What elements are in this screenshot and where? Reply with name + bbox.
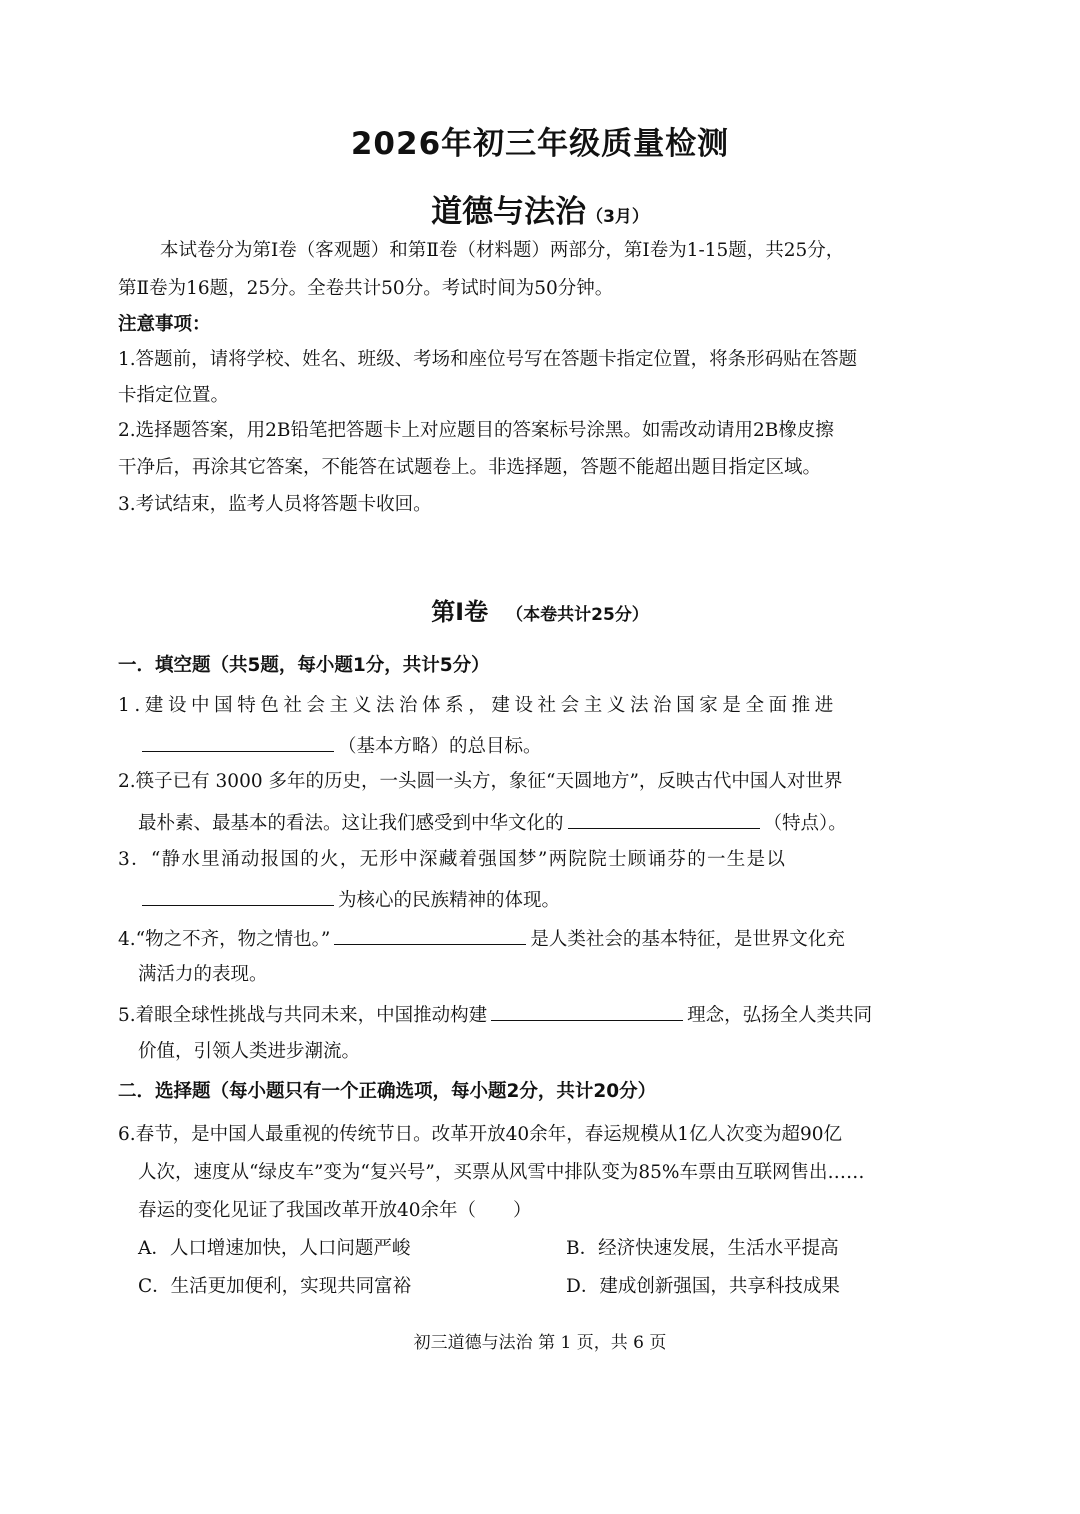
exam-title: 2026年初三年级质量检测: [350, 126, 730, 162]
q1-line-2: （基本方略）的总目标。: [138, 733, 542, 758]
notice-item-2-line-1: 2.选择题答案，用2B铅笔把答题卡上对应题目的答案标号涂黑。如需改动请用2B橡皮擦: [118, 420, 834, 441]
q2-line-1: 2.筷子已有 3000 多年的历史，一头圆一头方，象征“天圆地方”，反映古代中国人对世界: [118, 771, 843, 792]
section2-heading: 二．选择题（每小题只有一个正确选项，每小题2分，共计20分）: [118, 1081, 657, 1102]
notice-item-2-line-2: 干净后，再涂其它答案，不能答在试题卷上。非选择题，答题不能超出题目指定区域。: [118, 457, 822, 478]
q3-line-1: 3．“静水里涌动报国的火，无形中深藏着强国梦”两院院士顾诵芬的一生是以: [118, 849, 787, 870]
part1-note: （本卷共计25分）: [506, 605, 649, 625]
q2-line-2: 最朴素、最基本的看法。这让我们感受到中华文化的 （特点）。: [138, 810, 847, 835]
answer-blank[interactable]: [334, 926, 526, 945]
intro-line-1: 本试卷分为第Ⅰ卷（客观题）和第Ⅱ卷（材料题）两部分，第Ⅰ卷为1-15题，共25分，: [160, 240, 845, 261]
subject-note: （3月）: [586, 207, 649, 227]
q6-option-d[interactable]: D．建成创新强国，共享科技成果: [566, 1276, 840, 1297]
answer-blank[interactable]: [142, 733, 334, 752]
page-footer: 初三道德与法治 第 1 页，共 6 页: [413, 1333, 667, 1353]
q5-line-1: 5.着眼全球性挑战与共同未来，中国推动构建 理念，弘扬全人类共同: [118, 1002, 872, 1027]
notice-item-1-line-1: 1.答题前，请将学校、姓名、班级、考场和座位号写在答题卡指定位置，将条形码贴在答题: [118, 349, 858, 370]
q6-option-c[interactable]: C．生活更加便利，实现共同富裕: [138, 1276, 412, 1297]
q6-option-b[interactable]: B．经济快速发展，生活水平提高: [566, 1238, 839, 1259]
q3-line-2: 为核心的民族精神的体现。: [138, 887, 560, 912]
section1-heading: 一．填空题（共5题，每小题1分，共计5分）: [118, 655, 490, 676]
part1-title: [0, 592, 1080, 627]
q6-line-1: 6.春节，是中国人最重视的传统节日。改革开放40余年，春运规模从1亿人次变为超90亿: [118, 1124, 843, 1145]
answer-blank[interactable]: [491, 1002, 683, 1021]
notice-heading: 注意事项：: [118, 314, 211, 335]
q6-line-2: 人次，速度从“绿皮车”变为“复兴号”，买票从风雪中排队变为85%车票由互联网售出……: [138, 1162, 865, 1183]
answer-blank[interactable]: [142, 887, 334, 906]
q4-line-1: 4.“物之不齐，物之情也。” 是人类社会的基本特征，是世界文化充: [118, 926, 845, 951]
q5-line-2: 价值，引领人类进步潮流。: [138, 1041, 361, 1062]
q6-option-a[interactable]: A．人口增速加快，人口问题严峻: [138, 1238, 411, 1259]
notice-item-3: 3.考试结束，监考人员将答题卡收回。: [118, 494, 432, 515]
subject-name: 道德与法治: [431, 194, 587, 230]
answer-blank[interactable]: [568, 810, 760, 829]
q4-line-2: 满活力的表现。: [138, 964, 268, 985]
intro-line-2: 第Ⅱ卷为16题，25分。全卷共计50分。考试时间为50分钟。: [118, 278, 614, 299]
subject-title: [0, 186, 1080, 231]
q6-line-3: 春运的变化见证了我国改革开放40余年（ ）: [138, 1200, 532, 1221]
notice-item-1-line-2: 卡指定位置。: [118, 385, 230, 406]
q1-line-1: 1.建设中国特色社会主义法治体系，建设社会主义法治国家是全面推进: [118, 695, 838, 716]
part1-label: 第Ⅰ卷: [431, 598, 489, 626]
